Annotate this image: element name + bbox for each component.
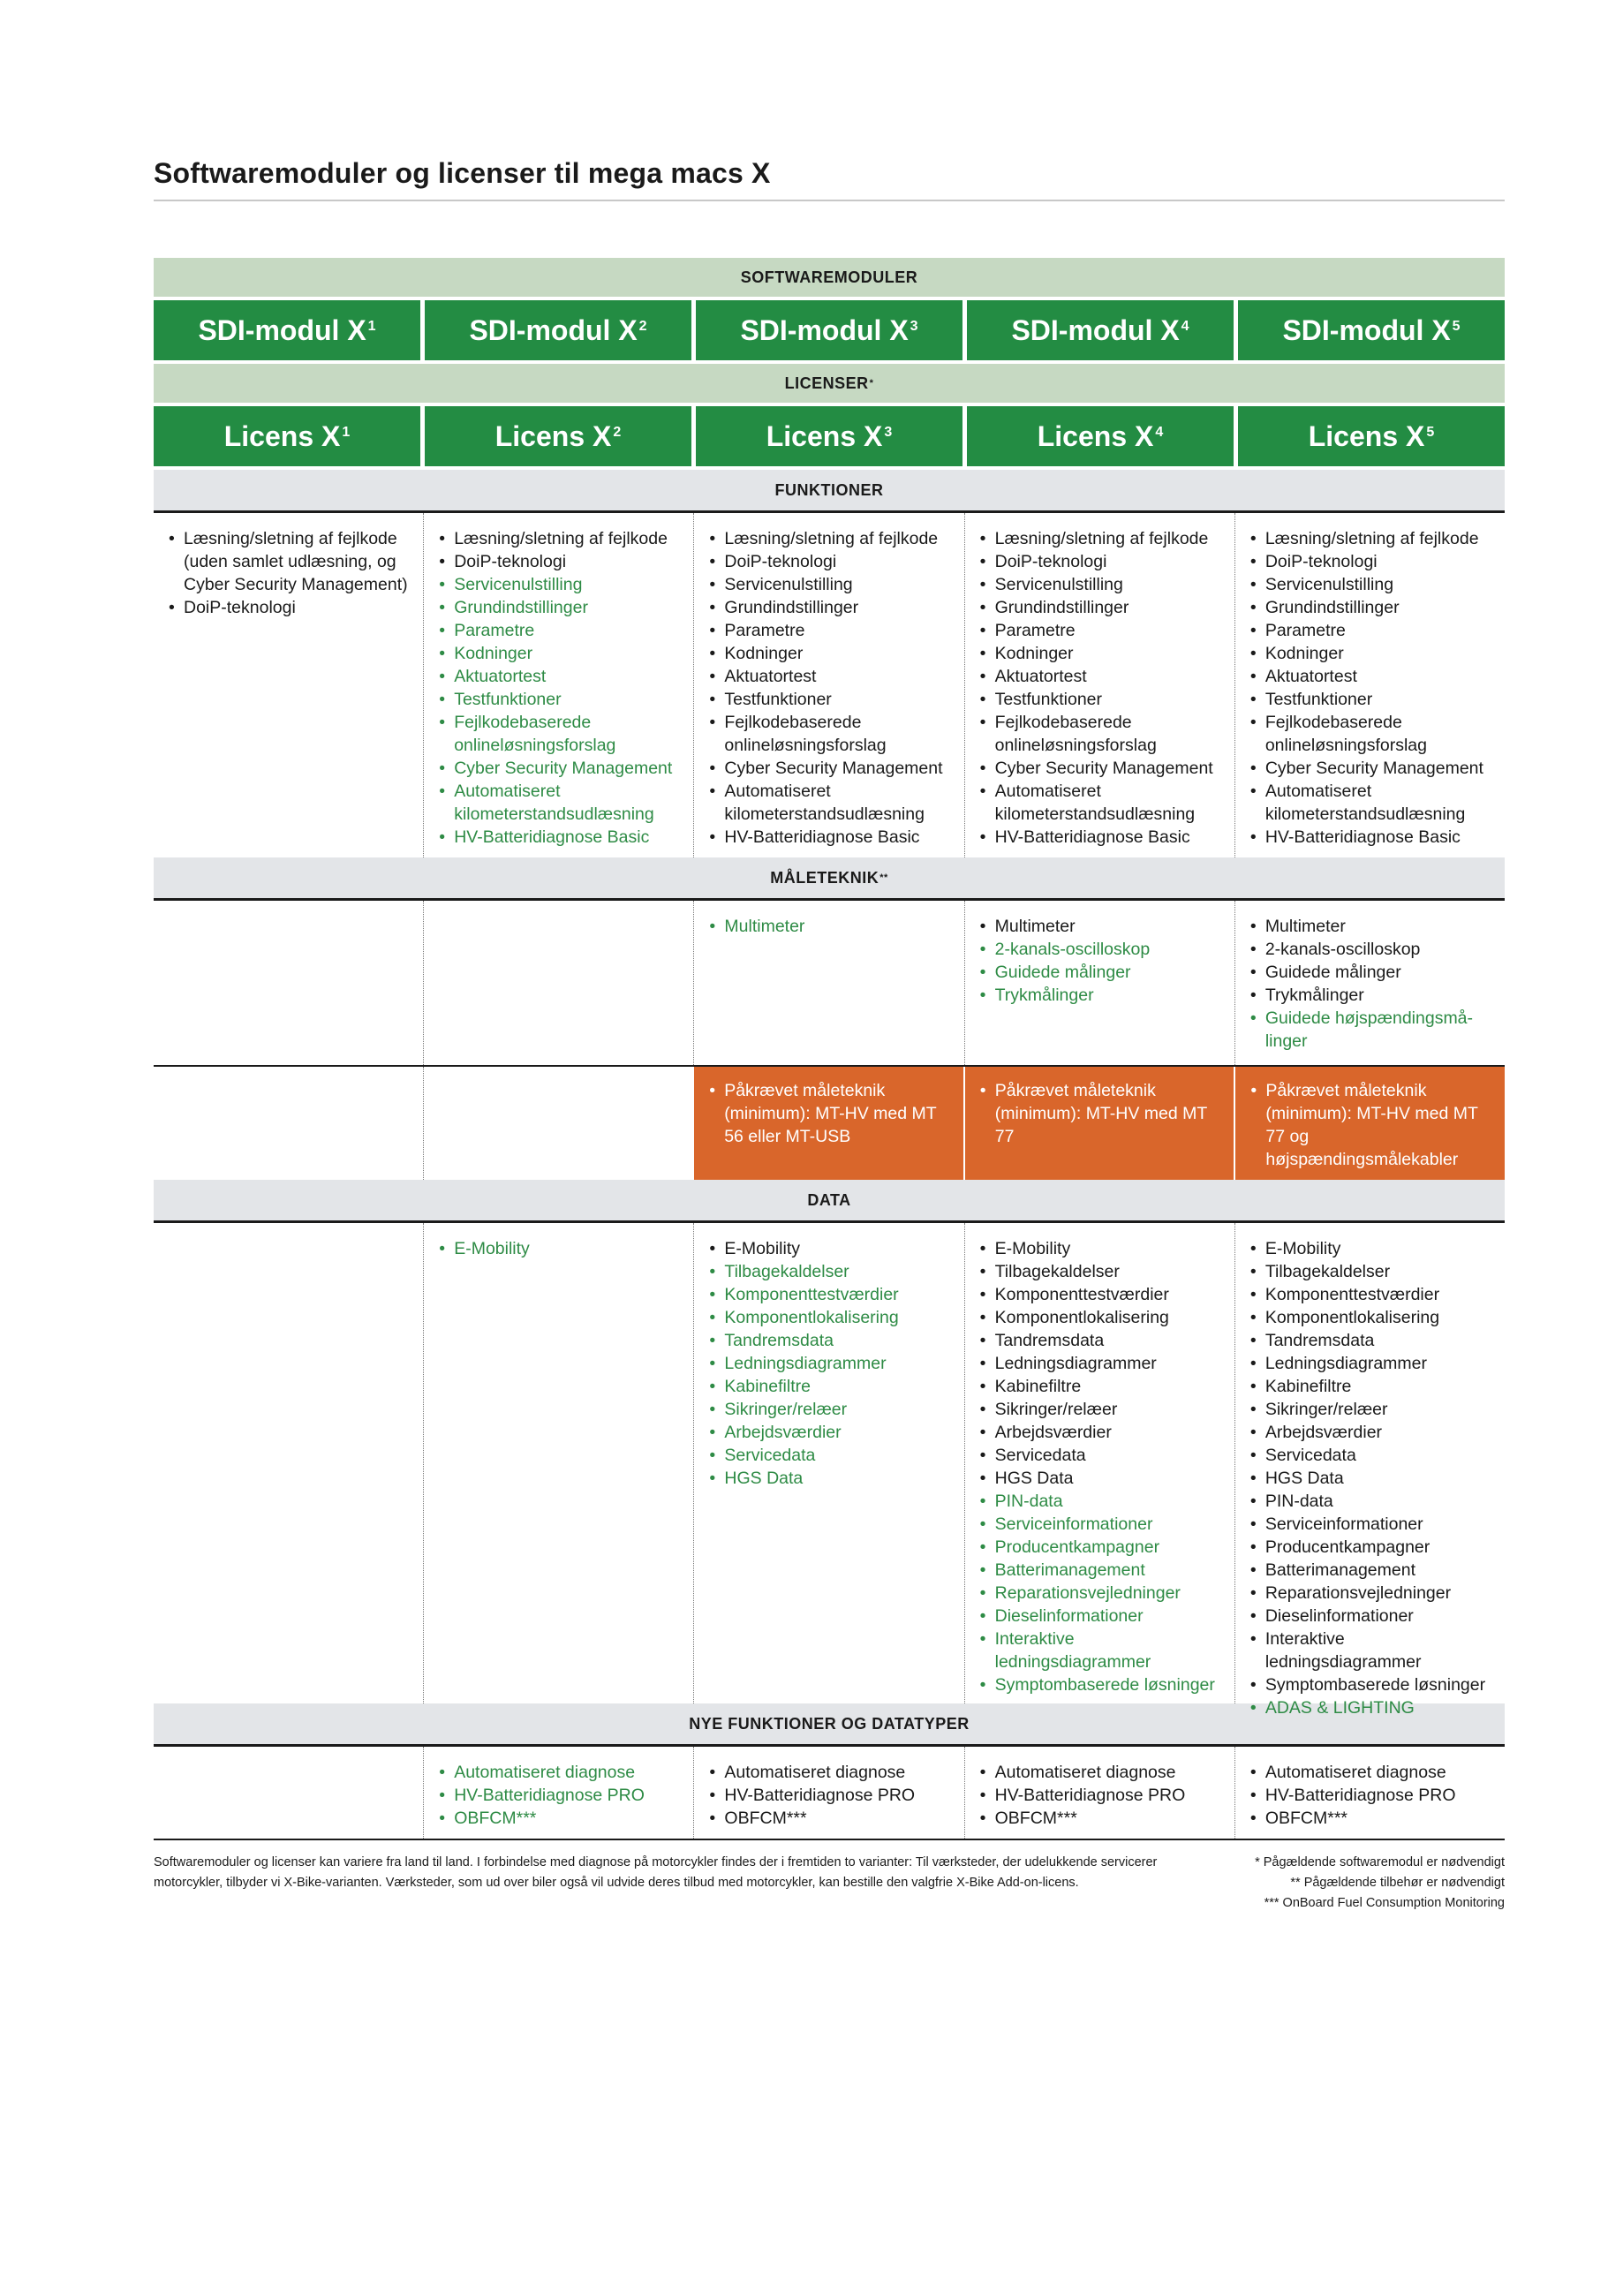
list-item: • OBFCM*** xyxy=(705,1807,955,1830)
measurement-row xyxy=(154,901,1505,1065)
list-item: • Automatiseret kilometerstandsudlæsning xyxy=(434,780,684,826)
list-item: • Kodninger xyxy=(705,642,955,665)
list-item: • Aktuatortest xyxy=(434,665,684,688)
measurement-cell-3 xyxy=(693,901,963,1065)
list-item: • Cyber Security Management xyxy=(434,757,684,780)
functions-cell-2 xyxy=(423,513,693,857)
list-item: • Grundindstillinger xyxy=(1246,596,1496,619)
required-measurement-row xyxy=(154,1065,1505,1180)
band-data xyxy=(154,1180,1505,1223)
list-item: • Læsning/sletning af fejlkode (uden samlet udlæsning, og Cyber Security Management) xyxy=(164,527,414,596)
list-item: • HV-Batteridiagnose PRO xyxy=(976,1784,1226,1807)
list-item: • Fejlkodebaserede onlineløsningsforslag xyxy=(976,711,1226,757)
measurement-cell-1 xyxy=(154,901,423,1065)
list-item: • Påkrævet måleteknik (minimum): MT-HV med MT 77 xyxy=(976,1079,1226,1148)
new-features-cell-2 xyxy=(423,1747,693,1839)
list-item: • Automatiseret diagnose xyxy=(976,1761,1226,1784)
list-item: • Parametre xyxy=(976,619,1226,642)
footnote-mark: ** Pågældende tilbehør er nødvendigt xyxy=(1290,1876,1505,1890)
data-list xyxy=(434,1237,684,1260)
band-mark: ** xyxy=(879,872,888,883)
new-features-cell-3 xyxy=(693,1747,963,1839)
band-label: MÅLETEKNIK xyxy=(770,868,879,887)
list-item: • Komponenttestværdier xyxy=(976,1283,1226,1306)
list-item: • E-Mobility xyxy=(434,1237,684,1260)
list-item: • Dieselinformationer xyxy=(1246,1605,1496,1628)
functions-row xyxy=(154,513,1505,857)
list-item: • Sikringer/relæer xyxy=(976,1398,1226,1421)
list-item: • Producentkampagner xyxy=(1246,1536,1496,1559)
license-label: Licens X xyxy=(494,419,612,452)
functions-list xyxy=(434,527,684,849)
list-item: • Tilbagekaldelser xyxy=(705,1260,955,1283)
sdi-module-label: SDI-modul X xyxy=(1282,313,1451,346)
list-item: • Grundindstillinger xyxy=(705,596,955,619)
list-item: • E-Mobility xyxy=(1246,1237,1496,1260)
list-item: • PIN-data xyxy=(976,1490,1226,1513)
data-cell-2 xyxy=(423,1223,693,1703)
list-item: • Tilbagekaldelser xyxy=(1246,1260,1496,1283)
list-item: • Guidede højspændingsmå-linger xyxy=(1246,1007,1496,1053)
license-5 xyxy=(1238,406,1505,466)
list-item: • Symptombaserede løsninger xyxy=(976,1673,1226,1696)
new-features-list xyxy=(1246,1761,1496,1830)
list-item: • Guidede målinger xyxy=(1246,961,1496,984)
new-features-list xyxy=(705,1761,955,1830)
list-item: • OBFCM*** xyxy=(434,1807,684,1830)
list-item: • Læsning/sletning af fejlkode xyxy=(434,527,684,550)
list-item: • Automatiseret diagnose xyxy=(1246,1761,1496,1784)
required-list xyxy=(705,1079,955,1148)
list-item: • Servicenulstilling xyxy=(976,573,1226,596)
new-features-list xyxy=(976,1761,1226,1830)
sdi-module-4 xyxy=(967,300,1234,360)
list-item: • Testfunktioner xyxy=(434,688,684,711)
list-item: • Kabinefiltre xyxy=(705,1375,955,1398)
list-item: • Komponentlokalisering xyxy=(705,1306,955,1329)
list-item: • Servicedata xyxy=(976,1444,1226,1467)
list-item: • Arbejdsværdier xyxy=(1246,1421,1496,1444)
data-list xyxy=(976,1237,1226,1696)
list-item: • Påkrævet måleteknik (minimum): MT-HV med MT 56 eller MT-USB xyxy=(705,1079,955,1148)
new-features-row xyxy=(154,1747,1505,1840)
measurement-cell-5 xyxy=(1234,901,1505,1065)
list-item: • Testfunktioner xyxy=(976,688,1226,711)
list-item: • Servicenulstilling xyxy=(705,573,955,596)
list-item: • E-Mobility xyxy=(976,1237,1226,1260)
footnote: Softwaremoduler og licenser kan variere fra land til land. I forbindelse med diagnose på motorcykler findes der i fremtiden to varianter: Til værksteder, der udelukkende servicerer motorcykler, tilbyder vi X-Bike-varianten. Værksteder, som ud over biler også vil udvide deres tilbud med motorcykler, kan bestille den valgfrie X-Bike Add-on-licens. xyxy=(154,1855,1158,1890)
list-item: • Fejlkodebaserede onlineløsningsforslag xyxy=(1246,711,1496,757)
list-item: • Arbejdsværdier xyxy=(705,1421,955,1444)
data-cell-3 xyxy=(693,1223,963,1703)
sdi-module-superscript: 1 xyxy=(367,319,376,334)
band-softwaremoduler xyxy=(154,258,1505,297)
footnote-marks xyxy=(1255,1853,1505,1914)
list-item: • Parametre xyxy=(705,619,955,642)
list-item: • HV-Batteridiagnose Basic xyxy=(434,826,684,849)
list-item: • Tandremsdata xyxy=(1246,1329,1496,1352)
data-cell-5 xyxy=(1234,1223,1505,1718)
band-label: SOFTWAREMODULER xyxy=(740,268,918,286)
list-item: • HV-Batteridiagnose Basic xyxy=(976,826,1226,849)
list-item: • Guidede målinger xyxy=(976,961,1226,984)
list-item: • HV-Batteridiagnose Basic xyxy=(705,826,955,849)
measurement-cell-2 xyxy=(423,901,693,1065)
list-item: • Servicenulstilling xyxy=(434,573,684,596)
data-row xyxy=(154,1223,1505,1718)
list-item: • Automatiseret kilometerstandsudlæsning xyxy=(705,780,955,826)
band-maaleteknik xyxy=(154,857,1505,901)
list-item: • Fejlkodebaserede onlineløsningsforslag xyxy=(434,711,684,757)
page-title: Softwaremoduler og licenser til mega macs X xyxy=(154,157,771,189)
list-item: • Kodninger xyxy=(434,642,684,665)
list-item: • Parametre xyxy=(1246,619,1496,642)
list-item: • Grundindstillinger xyxy=(434,596,684,619)
list-item: • Læsning/sletning af fejlkode xyxy=(1246,527,1496,550)
license-1 xyxy=(154,406,420,466)
list-item: • Ledningsdiagrammer xyxy=(705,1352,955,1375)
list-item: • Aktuatortest xyxy=(705,665,955,688)
list-item: • Sikringer/relæer xyxy=(705,1398,955,1421)
list-item: • Aktuatortest xyxy=(976,665,1226,688)
functions-cell-4 xyxy=(964,513,1234,857)
license-label: Licens X xyxy=(1037,419,1154,452)
list-item: • Sikringer/relæer xyxy=(1246,1398,1496,1421)
list-item: • Interaktive ledningsdiagrammer xyxy=(1246,1628,1496,1673)
data-list xyxy=(1246,1237,1496,1719)
list-item: • 2-kanals-oscilloskop xyxy=(976,938,1226,961)
list-item: • Testfunktioner xyxy=(1246,688,1496,711)
license-3 xyxy=(696,406,962,466)
list-item: • Læsning/sletning af fejlkode xyxy=(976,527,1226,550)
required-measurement-cell-4 xyxy=(963,1067,1234,1180)
list-item: • Reparationsvejledninger xyxy=(1246,1582,1496,1605)
required-measurement-cell-3 xyxy=(692,1067,963,1180)
band-funktioner xyxy=(154,470,1505,513)
required-measurement-cell-2 xyxy=(423,1067,693,1180)
list-item: • PIN-data xyxy=(1246,1490,1496,1513)
list-item: • Automatiseret kilometerstandsudlæsning xyxy=(976,780,1226,826)
list-item: • Arbejdsværdier xyxy=(976,1421,1226,1444)
list-item: • DoiP-teknologi xyxy=(705,550,955,573)
list-item: • HV-Batteridiagnose PRO xyxy=(705,1784,955,1807)
list-item: • Kodninger xyxy=(976,642,1226,665)
list-item: • Batterimanagement xyxy=(976,1559,1226,1582)
footnote-mark: * Pågældende softwaremodul er nødvendigt xyxy=(1255,1855,1505,1869)
band-label: NYE FUNKTIONER OG DATATYPER xyxy=(689,1714,970,1733)
list-item: • Læsning/sletning af fejlkode xyxy=(705,527,955,550)
data-cell-4 xyxy=(964,1223,1234,1703)
list-item: • Interaktive ledningsdiagrammer xyxy=(976,1628,1226,1673)
list-item: • ADAS & LIGHTING xyxy=(1246,1696,1496,1719)
list-item: • Serviceinformationer xyxy=(1246,1513,1496,1536)
functions-list xyxy=(976,527,1226,849)
functions-cell-1 xyxy=(154,513,423,857)
list-item: • Tandremsdata xyxy=(976,1329,1226,1352)
measurement-list xyxy=(976,915,1226,1007)
list-item: • Aktuatortest xyxy=(1246,665,1496,688)
sdi-module-label: SDI-modul X xyxy=(198,313,366,346)
functions-list xyxy=(705,527,955,849)
list-item: • OBFCM*** xyxy=(976,1807,1226,1830)
sdi-module-superscript: 2 xyxy=(638,319,647,334)
list-item: • Komponenttestværdier xyxy=(1246,1283,1496,1306)
list-item: • HV-Batteridiagnose PRO xyxy=(1246,1784,1496,1807)
list-item: • HGS Data xyxy=(1246,1467,1496,1490)
list-item: • Producentkampagner xyxy=(976,1536,1226,1559)
list-item: • Batterimanagement xyxy=(1246,1559,1496,1582)
list-item: • Kabinefiltre xyxy=(976,1375,1226,1398)
sdi-module-superscript: 5 xyxy=(1452,319,1461,334)
required-list xyxy=(1246,1079,1496,1171)
list-item: • Servicenulstilling xyxy=(1246,573,1496,596)
required-measurement-cell-5 xyxy=(1234,1067,1505,1180)
list-item: • Servicedata xyxy=(1246,1444,1496,1467)
sdi-module-5 xyxy=(1238,300,1505,360)
list-item: • Komponentlokalisering xyxy=(1246,1306,1496,1329)
list-item: • DoiP-teknologi xyxy=(164,596,414,619)
list-item: • Automatiseret kilometerstandsudlæsning xyxy=(1246,780,1496,826)
license-superscript: 4 xyxy=(1155,425,1164,440)
sdi-module-label: SDI-modul X xyxy=(740,313,909,346)
list-item: • OBFCM*** xyxy=(1246,1807,1496,1830)
measurement-list xyxy=(1246,915,1496,1053)
list-item: • Servicedata xyxy=(705,1444,955,1467)
list-item: • Dieselinformationer xyxy=(976,1605,1226,1628)
sdi-module-2 xyxy=(425,300,691,360)
measurement-list xyxy=(705,915,955,938)
license-superscript: 5 xyxy=(1426,425,1435,440)
list-item: • HGS Data xyxy=(976,1467,1226,1490)
licenses-row xyxy=(154,406,1505,466)
list-item: • Reparationsvejledninger xyxy=(976,1582,1226,1605)
list-item: • Trykmålinger xyxy=(976,984,1226,1007)
title-divider xyxy=(154,200,1505,201)
functions-list xyxy=(164,527,414,619)
list-item: • Multimeter xyxy=(1246,915,1496,938)
list-item: • Ledningsdiagrammer xyxy=(976,1352,1226,1375)
list-item: • Serviceinformationer xyxy=(976,1513,1226,1536)
list-item: • Trykmålinger xyxy=(1246,984,1496,1007)
license-4 xyxy=(967,406,1234,466)
new-features-list xyxy=(434,1761,684,1830)
footnote-mark: *** OnBoard Fuel Consumption Monitoring xyxy=(1264,1896,1505,1910)
band-licenser xyxy=(154,364,1505,403)
list-item: • Komponentlokalisering xyxy=(976,1306,1226,1329)
list-item: • Tandremsdata xyxy=(705,1329,955,1352)
list-item: • Symptombaserede løsninger xyxy=(1246,1673,1496,1696)
functions-list xyxy=(1246,527,1496,849)
sdi-module-superscript: 4 xyxy=(1181,319,1189,334)
list-item: • E-Mobility xyxy=(705,1237,955,1260)
list-item: • Påkrævet måleteknik (minimum): MT-HV med MT 77 og højspændingsmålekabler xyxy=(1246,1079,1496,1171)
list-item: • DoiP-teknologi xyxy=(976,550,1226,573)
list-item: • HGS Data xyxy=(705,1467,955,1490)
list-item: • Multimeter xyxy=(705,915,955,938)
data-cell-1 xyxy=(154,1223,423,1703)
license-table xyxy=(154,258,1505,1840)
list-item: • HV-Batteridiagnose PRO xyxy=(434,1784,684,1807)
list-item: • HV-Batteridiagnose Basic xyxy=(1246,826,1496,849)
list-item: • 2-kanals-oscilloskop xyxy=(1246,938,1496,961)
modules-row xyxy=(154,300,1505,360)
list-item: • Automatiseret diagnose xyxy=(705,1761,955,1784)
list-item: • Kabinefiltre xyxy=(1246,1375,1496,1398)
sdi-module-superscript: 3 xyxy=(910,319,918,334)
license-2 xyxy=(425,406,691,466)
list-item: • Tilbagekaldelser xyxy=(976,1260,1226,1283)
list-item: • Cyber Security Management xyxy=(976,757,1226,780)
sdi-module-label: SDI-modul X xyxy=(1011,313,1180,346)
list-item: • Grundindstillinger xyxy=(976,596,1226,619)
license-label: Licens X xyxy=(766,419,883,452)
band-label: LICENSER xyxy=(784,374,869,392)
required-measurement-cell-1 xyxy=(154,1067,423,1180)
list-item: • Testfunktioner xyxy=(705,688,955,711)
license-label: Licens X xyxy=(1308,419,1425,452)
sdi-module-1 xyxy=(154,300,420,360)
license-superscript: 1 xyxy=(342,425,351,440)
list-item: • DoiP-teknologi xyxy=(434,550,684,573)
data-list xyxy=(705,1237,955,1490)
list-item: • Kodninger xyxy=(1246,642,1496,665)
band-label: DATA xyxy=(807,1190,851,1209)
functions-cell-3 xyxy=(693,513,963,857)
new-features-cell-5 xyxy=(1234,1747,1505,1839)
band-label: FUNKTIONER xyxy=(774,480,884,499)
license-superscript: 3 xyxy=(884,425,893,440)
list-item: • Parametre xyxy=(434,619,684,642)
list-item: • DoiP-teknologi xyxy=(1246,550,1496,573)
license-superscript: 2 xyxy=(613,425,622,440)
list-item: • Cyber Security Management xyxy=(705,757,955,780)
sdi-module-label: SDI-modul X xyxy=(469,313,638,346)
band-mark: * xyxy=(869,378,874,389)
functions-cell-5 xyxy=(1234,513,1505,857)
new-features-cell-4 xyxy=(964,1747,1234,1839)
list-item: • Komponenttestværdier xyxy=(705,1283,955,1306)
license-label: Licens X xyxy=(223,419,341,452)
list-item: • Multimeter xyxy=(976,915,1226,938)
list-item: • Fejlkodebaserede onlineløsningsforslag xyxy=(705,711,955,757)
sdi-module-3 xyxy=(696,300,962,360)
list-item: • Automatiseret diagnose xyxy=(434,1761,684,1784)
measurement-cell-4 xyxy=(964,901,1234,1065)
list-item: • Ledningsdiagrammer xyxy=(1246,1352,1496,1375)
required-list xyxy=(976,1079,1226,1148)
new-features-cell-1 xyxy=(154,1747,423,1839)
list-item: • Cyber Security Management xyxy=(1246,757,1496,780)
